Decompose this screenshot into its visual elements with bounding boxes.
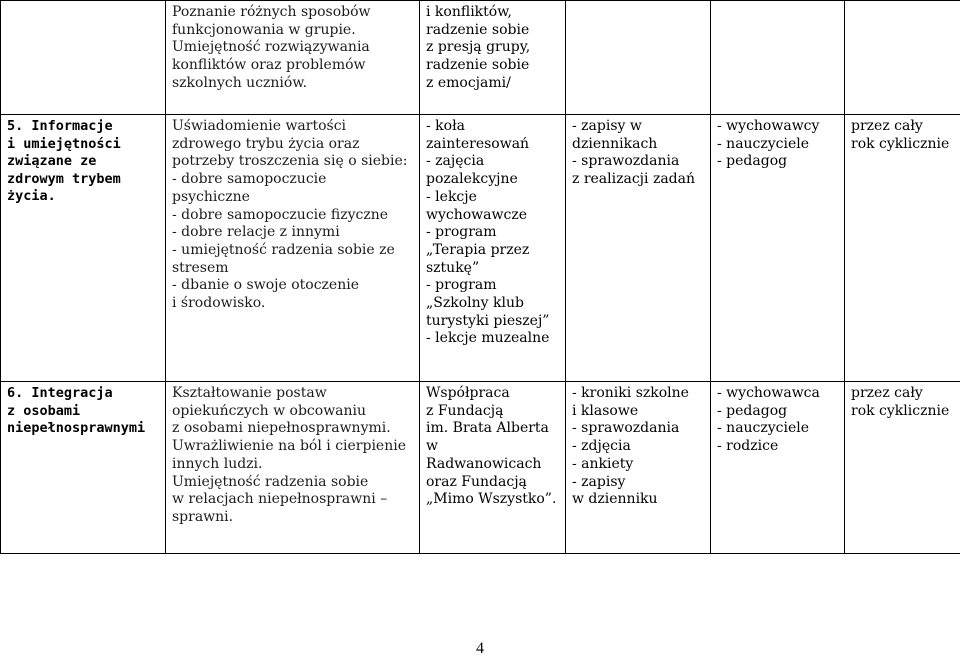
table-row	[1, 1, 960, 115]
evaluation-cell	[566, 1, 711, 115]
deadline-cell: przez cały rok cyklicznie	[845, 382, 960, 554]
area-cell: 5. Informacje i umiejętności związane ze zdrowym trybem życia.	[1, 115, 166, 382]
deadline-cell: przez cały rok cyklicznie	[845, 115, 960, 382]
area-cell: 6. Integracja z osobami niepełnosprawnymi	[1, 382, 166, 554]
responsible-cell: - wychowawcy - nauczyciele - pedagog	[711, 115, 845, 382]
responsible-cell: - wychowawca - pedagog - nauczyciele - rodzice	[711, 382, 845, 554]
deadline-cell	[845, 1, 960, 115]
forms-cell: i konfliktów, radzenie sobie z presją grupy, radzenie sobie z emocjami/	[420, 1, 566, 115]
goals-cell: Poznanie różnych sposobów funkcjonowania w grupie. Umiejętność rozwiązywania konfliktów oraz problemów szkolnych uczniów.	[166, 1, 420, 115]
table-row	[1, 382, 960, 554]
responsible-cell	[711, 1, 845, 115]
evaluation-cell: - zapisy w dziennikach - sprawozdania z realizacji zadań	[566, 115, 711, 382]
evaluation-cell: - kroniki szkolne i klasowe - sprawozdania - zdjęcia - ankiety - zapisy w dzienniku	[566, 382, 711, 554]
goals-cell: Uświadomienie wartości zdrowego trybu życia oraz potrzeby troszczenia się o siebie: - dobre samopoczucie psychiczne - dobre samopoczucie fizyczne - dobre relacje z innymi - umiejętność radzenia sobie ze stresem - dbanie o swoje otoczenie i środowisko.	[166, 115, 420, 382]
table-row	[1, 115, 960, 382]
forms-cell: - koła zainteresowań - zajęcia pozalekcyjne - lekcje wychowawcze - program „Terapia przez sztukę” - program „Szkolny klub turystyki pieszej” - lekcje muzealne	[420, 115, 566, 382]
goals-cell: Kształtowanie postaw opiekuńczych w obcowaniu z osobami niepełnosprawnymi. Uwrażliwienie na ból i cierpienie innych ludzi. Umiejętność radzenia sobie w relacjach niepełnosprawni – sprawni.	[166, 382, 420, 554]
area-cell	[1, 1, 166, 115]
page-number: 4	[0, 640, 960, 658]
forms-cell: Współpraca z Fundacją im. Brata Alberta w Radwanowicach oraz Fundacją „Mimo Wszystko”.	[420, 382, 566, 554]
